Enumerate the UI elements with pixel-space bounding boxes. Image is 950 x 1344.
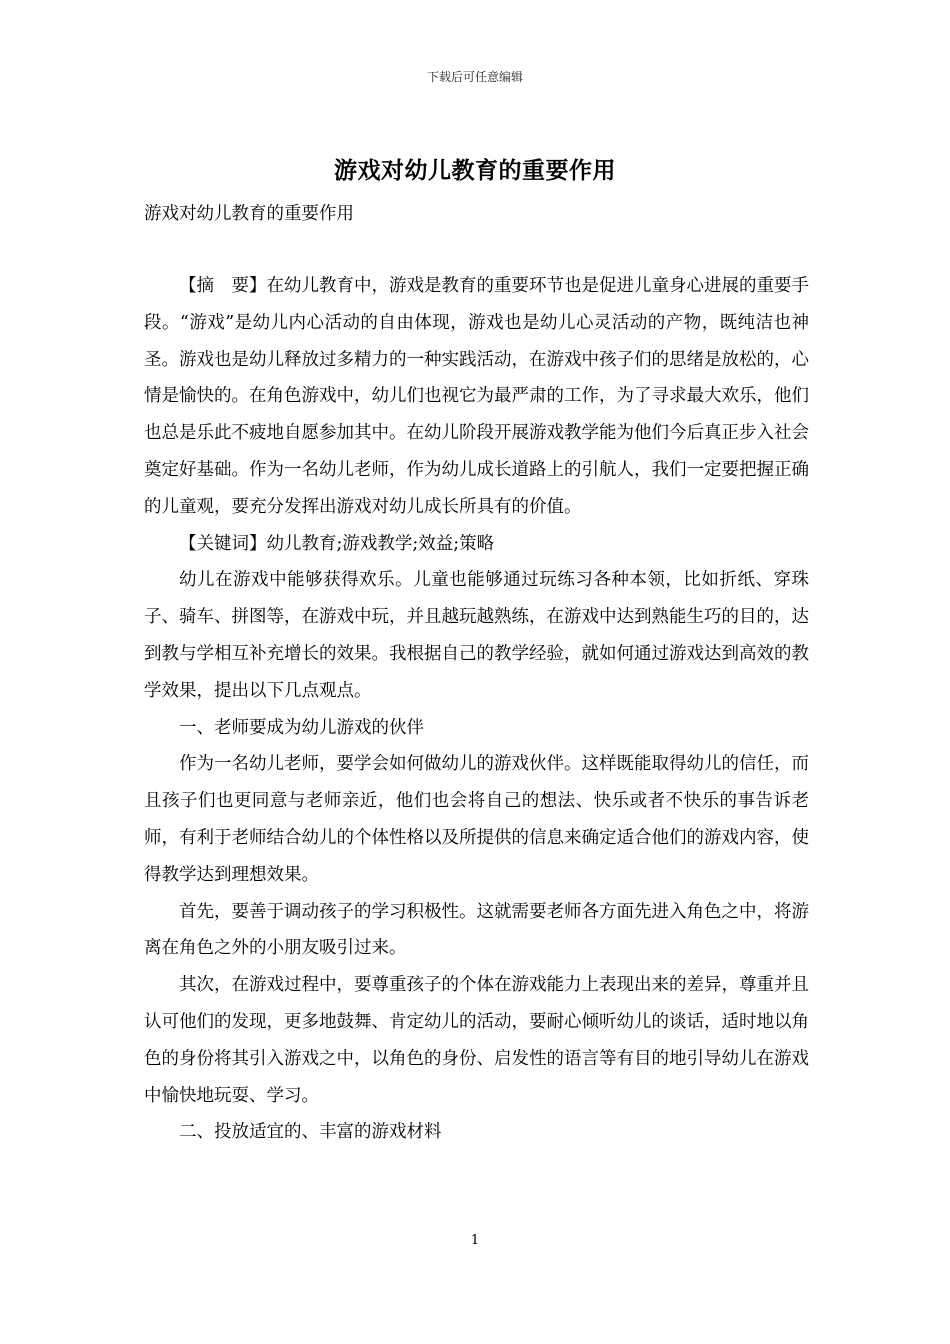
document-title: 游戏对幼儿教育的重要作用: [334, 157, 616, 184]
body-paragraph: 幼儿在游戏中能够获得欢乐。儿童也能够通过玩练习各种本领，比如折纸、穿珠子、骑车、拼图等，在游戏中玩，并且越玩越熟练，在游戏中达到熟能生巧的目的，达到教与学相互补充增长的效果。我根据自己的教学经验，就如何通过游戏达到高效的教学效果，提出以下几点观点。: [144, 570, 809, 701]
page-number: 1: [470, 1233, 480, 1248]
document-subtitle: 游戏对幼儿教育的重要作用: [144, 204, 354, 224]
document-body: [144, 268, 809, 1151]
section-heading-2: 二、投放适宜的、丰富的游戏材料: [179, 1122, 442, 1143]
body-paragraph: 其次，在游戏过程中，要尊重孩子的个体在游戏能力上表现出来的差异，尊重并且认可他们的发现，更多地鼓舞、肯定幼儿的活动，要耐心倾听幼儿的谈话，适时地以角色的身份将其引入游戏之中，以角色的身份、启发性的语言等有目的地引导幼儿在游戏中愉快地玩耍、学习。: [144, 975, 809, 1106]
section-heading-1: 一、老师要成为幼儿游戏的伙伴: [179, 717, 424, 738]
keywords-paragraph: 【关键词】幼儿教育;游戏教学;效益;策略: [179, 533, 495, 554]
header-note: 下载后可任意编辑: [426, 70, 523, 84]
body-paragraph: 作为一名幼儿老师，要学会如何做幼儿的游戏伙伴。这样既能取得幼儿的信任，而且孩子们也更同意与老师亲近，他们也会将自己的想法、快乐或者不快乐的事告诉老师，有利于老师结合幼儿的个体性格以及所提供的信息来确定适合他们的游戏内容，使得教学达到理想效果。: [144, 754, 809, 885]
abstract-paragraph: 【摘 要】在幼儿教育中，游戏是教育的重要环节也是促进儿童身心进展的重要手段。“游戏”是幼儿内心活动的自由体现，游戏也是幼儿心灵活动的产物，既纯洁也神圣。游戏也是幼儿释放过多精力的一种实践活动，在游戏中孩子们的思绪是放松的，心情是愉快的。在角色游戏中，幼儿们也视它为最严肃的工作，为了寻求最大欢乐，他们也总是乐此不疲地自愿参加其中。在幼儿阶段开展游戏教学能为他们今后真正步入社会奠定好基础。作为一名幼儿老师，作为幼儿成长道路上的引航人，我们一定要把握正确的儿童观，要充分发挥出游戏对幼儿成长所具有的价值。: [144, 276, 809, 517]
body-paragraph: 首先，要善于调动孩子的学习积极性。这就需要老师各方面先进入角色之中，将游离在角色之外的小朋友吸引过来。: [144, 901, 809, 959]
